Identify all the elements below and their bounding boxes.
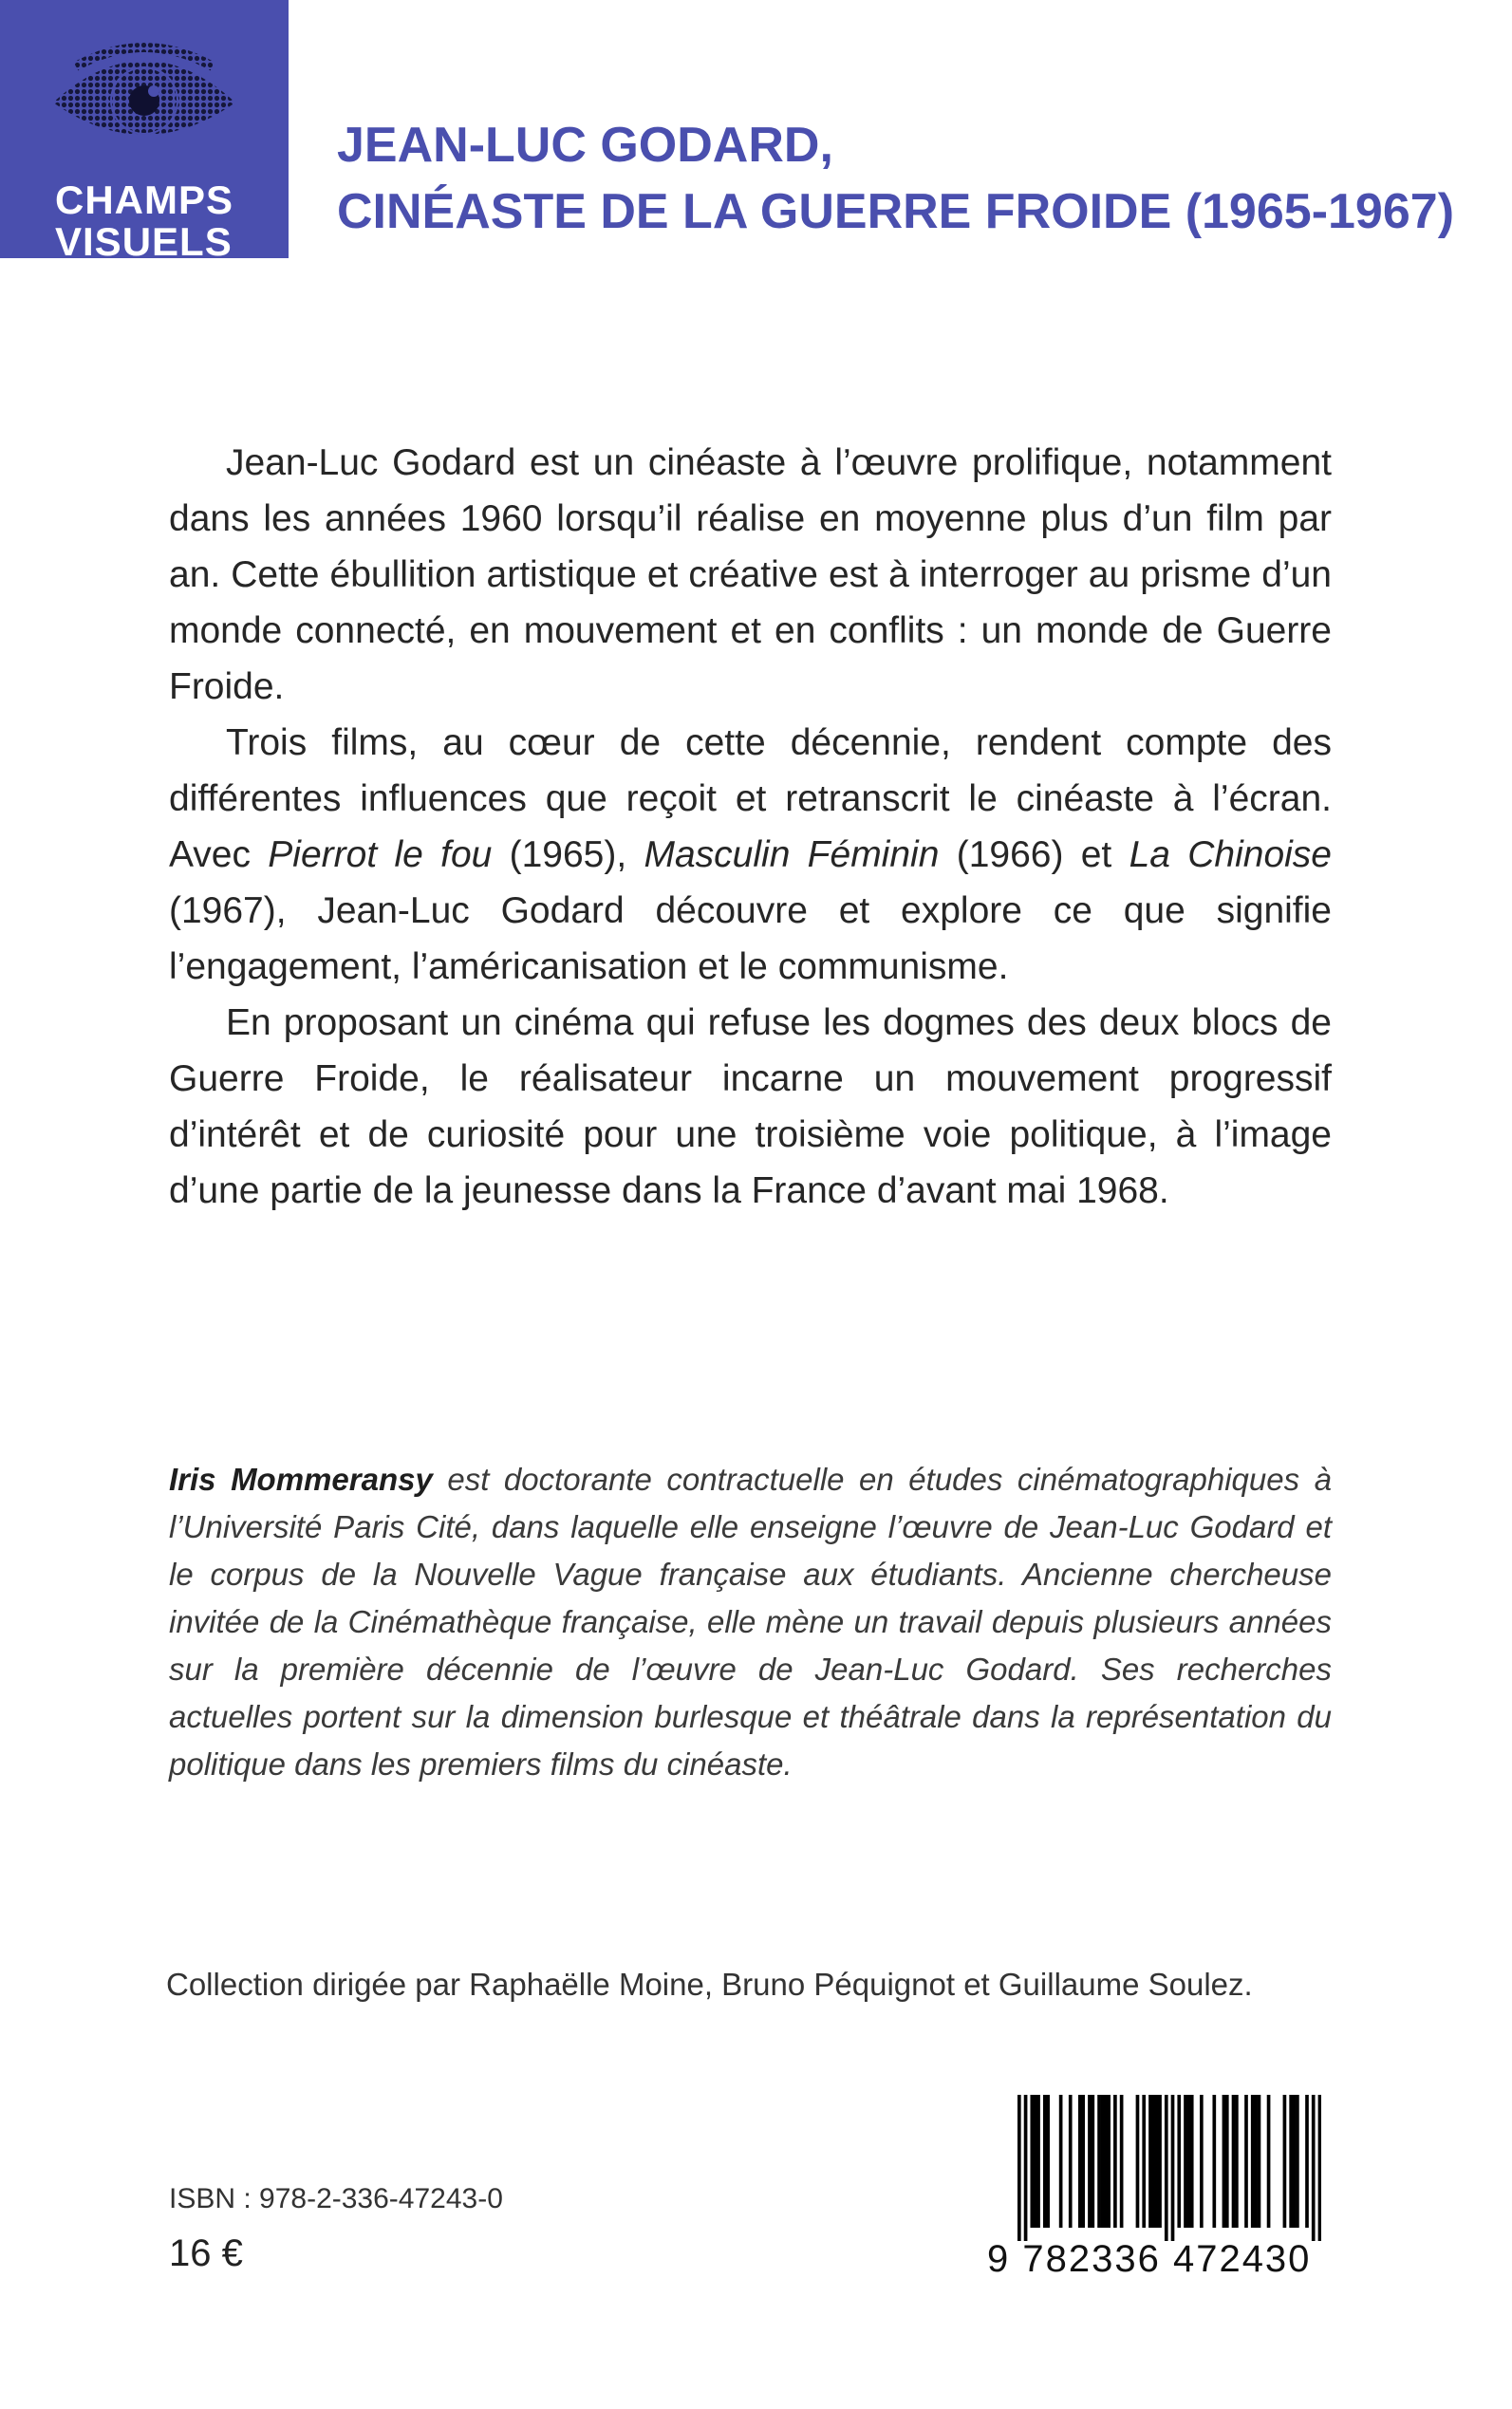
barcode-bar xyxy=(1223,2095,1226,2228)
barcode-bar xyxy=(1318,2095,1321,2241)
barcode-bar xyxy=(1312,2095,1316,2241)
barcode-bar xyxy=(1177,2095,1181,2228)
barcode-bar xyxy=(1107,2095,1111,2228)
logo-word-visuels: VISUELS xyxy=(55,219,233,258)
collection-logo xyxy=(0,0,289,258)
barcode-bar xyxy=(1158,2095,1162,2228)
barcode-digits: 9 782336 472430 xyxy=(987,2238,1312,2280)
film-title-pierrot: Pierrot le fou xyxy=(268,834,493,875)
eye-icon xyxy=(47,28,241,171)
barcode-bar xyxy=(1184,2095,1187,2228)
barcode-bar xyxy=(1289,2095,1293,2228)
barcode-bar xyxy=(1078,2095,1082,2228)
barcode-bar xyxy=(1225,2095,1229,2228)
barcode-bar xyxy=(1024,2095,1028,2241)
barcode-bar xyxy=(1036,2095,1040,2228)
barcode-bar xyxy=(1244,2095,1248,2228)
barcode-bar xyxy=(1235,2095,1239,2228)
book-summary xyxy=(169,435,1332,1219)
barcode-bar xyxy=(1296,2095,1299,2228)
barcode-bar xyxy=(1104,2095,1108,2228)
barcode-bar xyxy=(1232,2095,1236,2228)
summary-paragraph-3: En proposant un cinéma qui refuse les dogmes des deux blocs de Guerre Froide, le réalisateur incarne un mouvement progressif d’intérêt et de curiosité pour une troisième voie politique, à l’image d’une partie de la jeunesse dans la France d’avant mai 1968. xyxy=(169,1002,1332,1211)
barcode-bar xyxy=(1155,2095,1159,2228)
film-title-masculin: Masculin Féminin xyxy=(644,834,940,875)
barcode-bar xyxy=(1148,2095,1152,2228)
barcode-bar xyxy=(1187,2095,1191,2228)
barcode-bar xyxy=(1043,2095,1047,2228)
book-title xyxy=(337,112,1454,245)
barcode-bar xyxy=(1091,2095,1094,2228)
collection-editors: Collection dirigée par Raphaëlle Moine, Bruno Péquignot et Guillaume Soulez. xyxy=(166,1967,1253,2002)
barcode-bar xyxy=(1190,2095,1194,2228)
barcode-bar xyxy=(1097,2095,1101,2228)
barcode-bar xyxy=(1258,2095,1261,2228)
barcode-bar xyxy=(1165,2095,1168,2241)
barcode-bar xyxy=(1136,2095,1140,2228)
barcode-bar xyxy=(1017,2095,1021,2241)
book-title-line-2: CINÉASTE DE LA GUERRE FROIDE (1965-1967) xyxy=(337,184,1455,239)
barcode-bar xyxy=(1069,2095,1073,2228)
summary-p2-text-a: Trois films, au cœur de cette décennie, rendent compte des différentes influences que reçoit et retranscrit le cinéaste à l’écran. Avec xyxy=(169,722,1332,875)
logo-word-champs: CHAMPS xyxy=(55,177,234,222)
summary-p2-text-d: (1967), Jean-Luc Godard découvre et explore ce que signifie l’engagement, l’américanisation et le communisme. xyxy=(169,890,1332,987)
barcode-bar xyxy=(1171,2095,1175,2241)
author-name: Iris Mommeransy xyxy=(169,1462,433,1497)
barcode-bar xyxy=(1267,2095,1271,2228)
barcode-bar xyxy=(1081,2095,1085,2228)
barcode xyxy=(1017,2095,1321,2241)
barcode-bar xyxy=(1034,2095,1037,2228)
barcode-bar xyxy=(1293,2095,1297,2228)
barcode-bar xyxy=(1059,2095,1063,2228)
book-title-line-1: JEAN-LUC GODARD, xyxy=(337,118,833,173)
barcode-bar xyxy=(1046,2095,1050,2228)
barcode-bar xyxy=(1251,2095,1255,2228)
author-bio xyxy=(169,1456,1332,1788)
barcode-bar xyxy=(1151,2095,1155,2228)
film-title-chinoise: La Chinoise xyxy=(1129,834,1332,875)
barcode-bar xyxy=(1030,2095,1034,2228)
barcode-bar xyxy=(1212,2095,1216,2228)
isbn: ISBN : 978-2-336-47243-0 xyxy=(169,2183,503,2214)
barcode-bar xyxy=(1088,2095,1092,2228)
summary-paragraph-2 xyxy=(169,715,1332,995)
barcode-bar xyxy=(1200,2095,1204,2228)
barcode-bar xyxy=(1113,2095,1117,2228)
barcode-bar xyxy=(1283,2095,1287,2228)
barcode-bar xyxy=(1305,2095,1309,2228)
summary-p2-text-c: (1966) et xyxy=(939,834,1129,875)
barcode-bar xyxy=(1101,2095,1105,2228)
barcode-bar xyxy=(1120,2095,1124,2228)
author-bio-text: est doctorante contractuelle en études cinématographiques à l’Université Paris Cité, dans laquelle elle enseigne l’œuvre de Jean-Luc Godard et le corpus de la Nouvelle Vague française aux étudiants. Ancienne chercheuse invitée de la Cinémathèque française, elle mène un travail depuis plusieurs années sur la première décennie de l’œuvre de Jean-Luc Godard. Ses recherches actuelles portent sur la dimension burlesque et théâtrale dans la représentation du politique dans les premiers films du cinéaste. xyxy=(169,1462,1332,1782)
barcode-bar xyxy=(1254,2095,1258,2228)
summary-p2-text-b: (1965), xyxy=(492,834,644,875)
summary-paragraph-1: Jean-Luc Godard est un cinéaste à l’œuvre prolifique, notamment dans les années 1960 lorsqu’il réalise en moyenne plus d’un film par an. Cette ébullition artistique et créative est à interroger au prisme d’un monde connecté, en mouvement et en conflits : un monde de Guerre Froide. xyxy=(169,442,1332,707)
price: 16 € xyxy=(169,2232,243,2274)
barcode-bar xyxy=(1142,2095,1146,2228)
